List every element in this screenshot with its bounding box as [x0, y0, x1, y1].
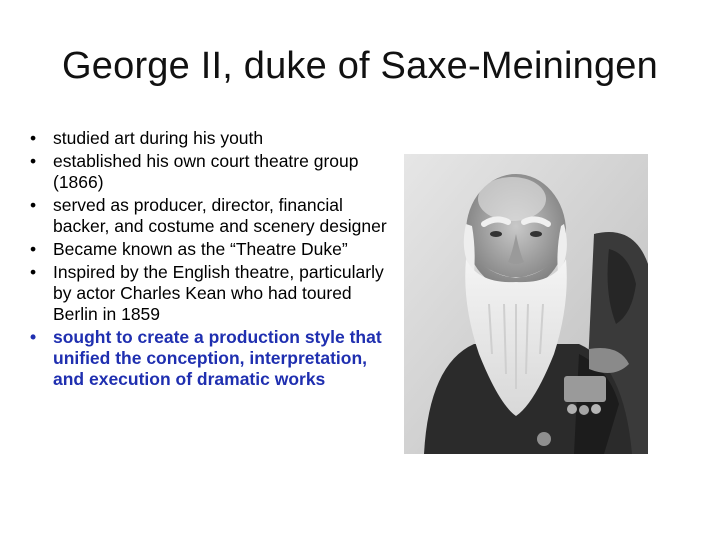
- bullet-dot-icon: •: [30, 327, 37, 347]
- portrait-illustration: [404, 154, 648, 454]
- bullet-dot-icon: •: [30, 262, 37, 282]
- bullet-item: [30, 128, 390, 149]
- bullet-dot-icon: •: [30, 151, 37, 171]
- bullet-item-emphasis: [30, 327, 390, 390]
- bullet-text: established his own court theatre group (1866): [53, 151, 359, 192]
- bullet-text: served as producer, director, financial backer, and costume and scenery designer: [53, 195, 387, 236]
- bullet-text: Inspired by the English theatre, particularly by actor Charles Kean who had toured Berlin in 1859: [53, 262, 384, 324]
- bullet-list: [30, 128, 390, 392]
- bullet-text: studied art during his youth: [53, 128, 264, 148]
- bullet-item: [30, 151, 390, 193]
- bullet-dot-icon: •: [30, 195, 37, 215]
- bullet-dot-icon: •: [30, 128, 37, 148]
- bullet-text: sought to create a production style that unified the conception, interpretation, and execution of dramatic works: [53, 327, 382, 389]
- bullet-item: [30, 239, 390, 260]
- bullet-text: Became known as the “Theatre Duke”: [53, 239, 348, 259]
- bullet-dot-icon: •: [30, 239, 37, 259]
- portrait-photo: [404, 154, 648, 454]
- bullet-item: [30, 262, 390, 325]
- slide-title: George II, duke of Saxe-Meiningen: [62, 45, 658, 87]
- bullet-item: [30, 195, 390, 237]
